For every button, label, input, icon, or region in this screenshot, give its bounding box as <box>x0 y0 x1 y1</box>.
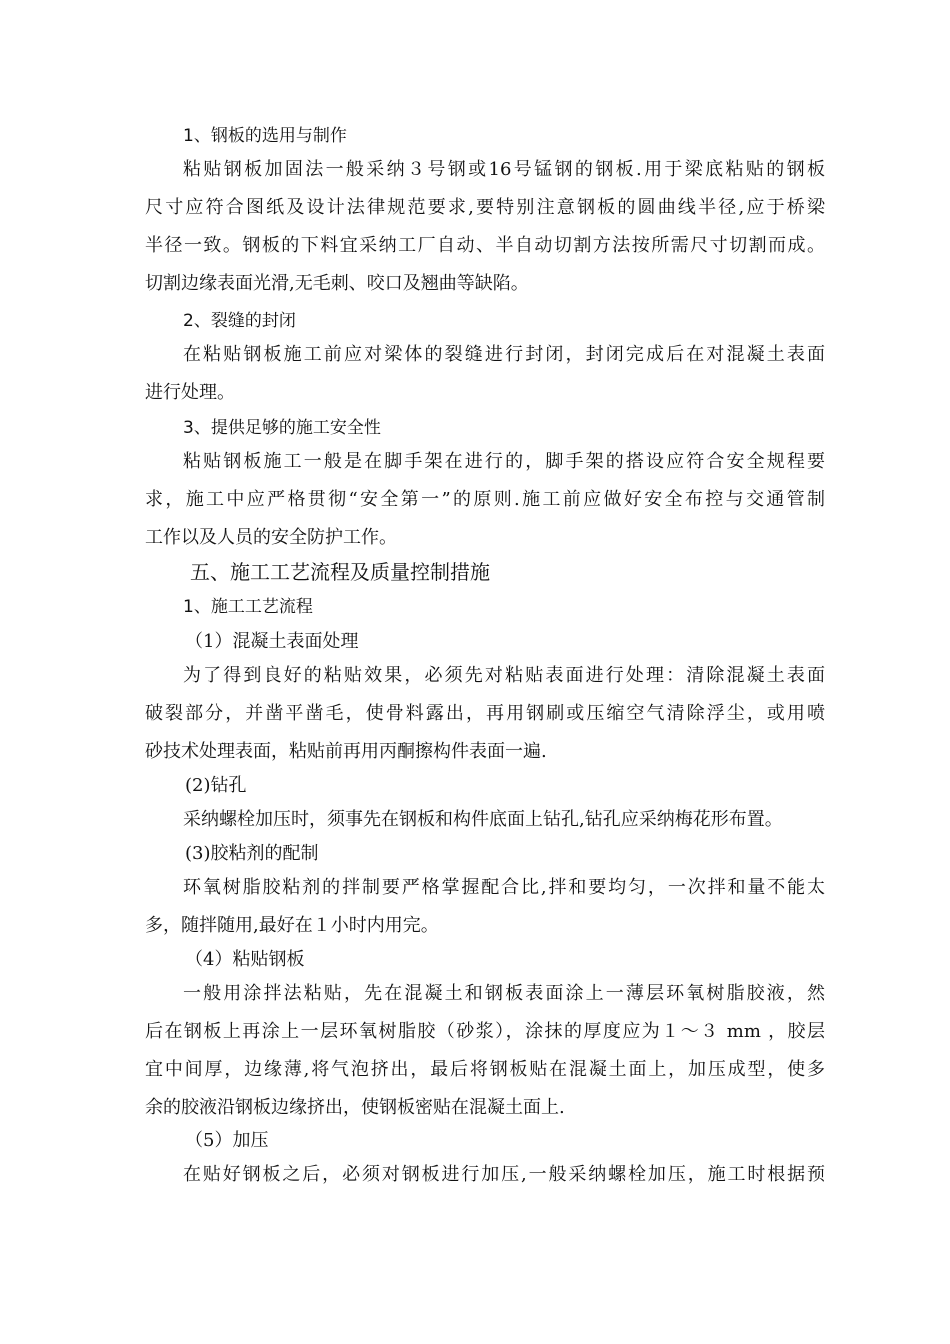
section-heading-process-flow: 1、施工工艺流程 <box>183 597 313 617</box>
paragraph-line: 在贴好钢板之后，必须对钢板进行加压,一般采纳螺栓加压，施工时根据预 <box>183 1164 825 1185</box>
paragraph-line: 宜中间厚，边缘薄,将气泡挤出，最后将钢板贴在混凝土面上，加压成型，使多 <box>145 1059 825 1080</box>
paragraph-line: 余的胶液沿钢板边缘挤出，使钢板密贴在混凝土面上. <box>145 1097 565 1118</box>
paragraph-line: 切割边缘表面光滑,无毛刺、咬口及翘曲等缺陷。 <box>145 273 529 294</box>
paragraph-line: 粘贴钢板施工一般是在脚手架在进行的，脚手架的搭设应符合安全规程要 <box>183 451 825 472</box>
paragraph-line: 粘贴钢板加固法一般采纳３号钢或16号锰钢的钢板.用于梁底粘贴的钢板 <box>183 159 825 180</box>
step-title: （4）粘贴钢板 <box>185 949 305 970</box>
section-heading-safety: 3、提供足够的施工安全性 <box>183 418 381 438</box>
paragraph-line: 为了得到良好的粘贴效果，必须先对粘贴表面进行处理：清除混凝土表面 <box>183 665 825 686</box>
section-heading-crack-sealing: 2、裂缝的封闭 <box>183 311 296 331</box>
paragraph-line: 后在钢板上再涂上一层环氧树脂胶（砂浆），涂抹的厚度应为１～３ mm ，胶层 <box>145 1021 825 1042</box>
step-title: （5）加压 <box>185 1130 269 1151</box>
paragraph-line: 环氧树脂胶粘剂的拌制要严格掌握配合比,拌和要均匀，一次拌和量不能太 <box>183 877 825 898</box>
paragraph-line: 砂技术处理表面，粘贴前再用丙酮擦构件表面一遍. <box>145 741 547 762</box>
paragraph-line: 工作以及人员的安全防护工作。 <box>145 527 397 548</box>
chapter-heading: 五、施工工艺流程及质量控制措施 <box>190 560 490 584</box>
paragraph-line: 在粘贴钢板施工前应对梁体的裂缝进行封闭，封闭完成后在对混凝土表面 <box>183 344 825 365</box>
step-title: (2)钻孔 <box>185 775 247 796</box>
paragraph-line: 求，施工中应严格贯彻“安全第一”的原则.施工前应做好安全布控与交通管制 <box>145 489 825 510</box>
paragraph-line: 尺寸应符合图纸及设计法律规范要求,要特别注意钢板的圆曲线半径,应于桥梁 <box>145 197 825 218</box>
paragraph-line: 破裂部分，并凿平凿毛，使骨料露出，再用钢刷或压缩空气清除浮尘，或用喷 <box>145 703 825 724</box>
paragraph-line: 进行处理。 <box>145 382 235 403</box>
paragraph-line: 采纳螺栓加压时，须事先在钢板和构件底面上钻孔,钻孔应采纳梅花形布置。 <box>183 809 783 830</box>
step-title: (3)胶粘剂的配制 <box>185 843 319 864</box>
step-title: （1）混凝土表面处理 <box>185 631 359 652</box>
paragraph-line: 一般用涂拌法粘贴，先在混凝土和钢板表面涂上一薄层环氧树脂胶液，然 <box>183 983 825 1004</box>
section-heading-steel-plate: 1、钢板的选用与制作 <box>183 126 347 146</box>
paragraph-line: 多，随拌随用,最好在１小时内用完。 <box>145 915 439 936</box>
paragraph-line: 半径一致。钢板的下料宜采纳工厂自动、半自动切割方法按所需尺寸切割而成。 <box>145 235 825 256</box>
